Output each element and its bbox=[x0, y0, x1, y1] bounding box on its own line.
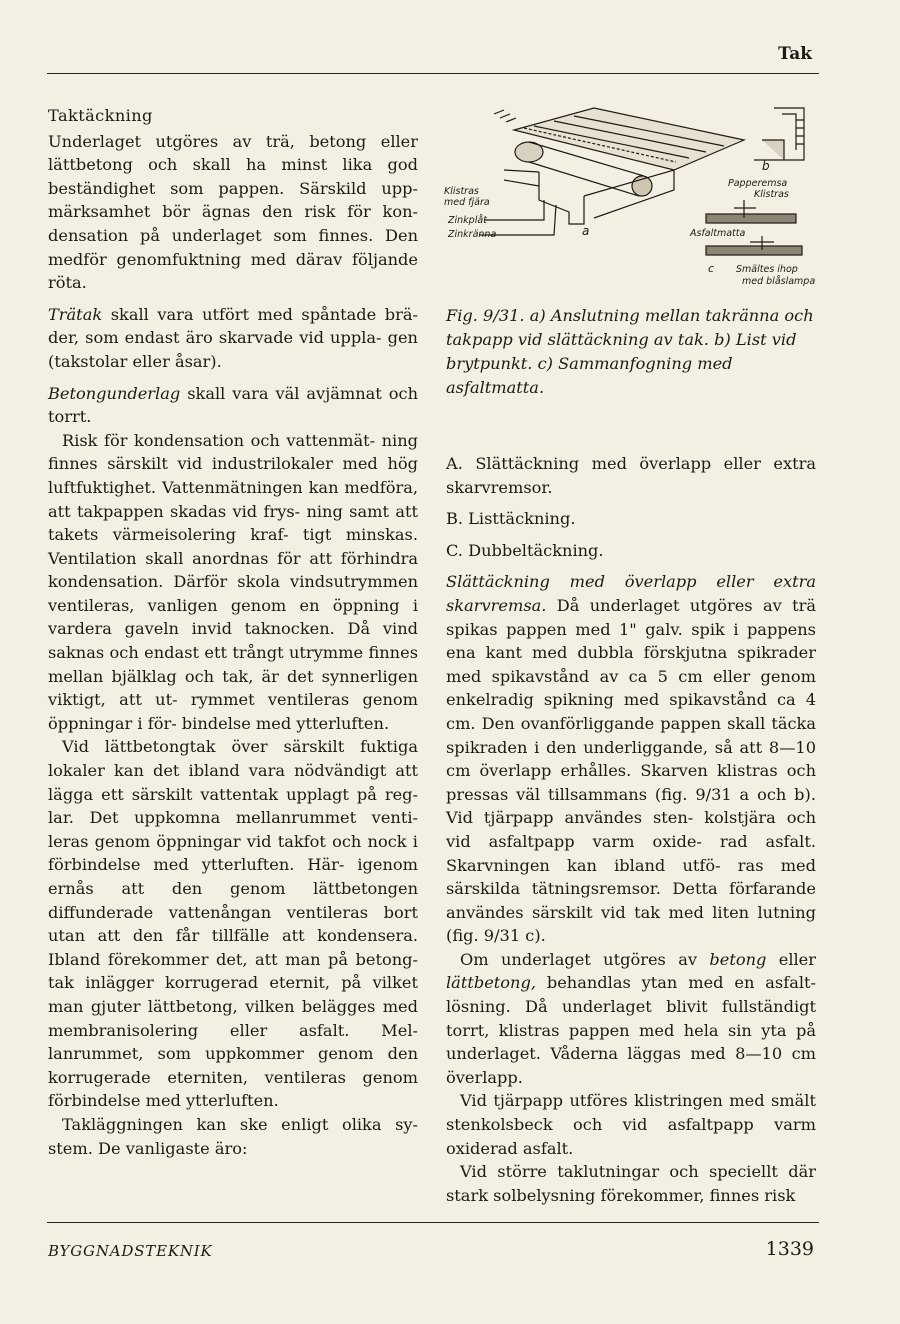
label-zinkranna: Zinkränna bbox=[448, 229, 497, 240]
left-column bbox=[48, 104, 418, 1160]
right-column bbox=[446, 452, 816, 1207]
betong-text: skall vara väl avjämnat och torrt. bbox=[48, 383, 418, 427]
figure-9-31 bbox=[444, 100, 820, 300]
label-klistras: Klistras bbox=[444, 186, 479, 197]
label-papperemsa: Papperemsa bbox=[728, 178, 788, 189]
label-zinkplat: Zinkplåt bbox=[448, 215, 487, 226]
label-b: b bbox=[762, 159, 770, 173]
paragraph-slattackning bbox=[446, 570, 816, 948]
figure-caption: Fig. 9/31. a) Anslutning mellan takränna och takpapp vid slättäckning av tak. b) List vid brytpunkt. c) Sammanfogning med asfaltmatta. bbox=[446, 306, 814, 397]
label-smaltes-ihop: Smältes ihop bbox=[736, 264, 798, 275]
slattackning-text: Då underlaget utgöres av trä spikas pappen med 1" galv. spik i pappens ena kant med dubbla förskjutna spikrader med spikavstånd av ca 5 cm eller genom enkelradig spikning med spikavstånd ca 4 cm. Den ovanförliggande pappen skall täcka spikraden i den underliggande, så att 8—10 cm överlapp erhålles. Skarven klistras och pressas väl tillsammans (fig. 9/31 a och b). Vid tjärpapp användes sten- kolstjära och vid asfaltpapp varm oxide- rad asfalt. Skarvningen kan ibland utfö- ras med särskilda tätningsremsor. Detta förfarande användes särskilt vid tak med liten lutning (fig. 9/31 c). bbox=[446, 595, 816, 946]
paragraph-tratak bbox=[48, 303, 418, 374]
label-c: c bbox=[708, 262, 715, 275]
paragraph-lattbetongtak: Vid lättbetongtak över särskilt fuktiga lokaler kan det ibland vara nödvändigt att lägga ett särskilt vattentak upplagt på reg- lar. Det uppkomna mellanrummet venti- leras genom öppningar vid takfot och nock i förbindelse med ytterluften. Här- igenom ernås att den genom lättbetongen diffunderade vattenångan ventileras bort utan att den får tillfälle att kondensera. Ibland förekommer det, att man på betong- tak inlägger korrugerad eternit, på vilket man gjuter lättbetong, vilken belägges med membranisolering eller asfalt. Mel- lanrummet, som uppkommer genom den korrugerade eterniten, ventileras genom förbindelse med ytterluften. bbox=[48, 737, 418, 1111]
term-lattbetong: lättbetong, bbox=[446, 973, 536, 993]
om-lead: Om underlaget utgöres av bbox=[460, 949, 710, 969]
system-list bbox=[446, 452, 816, 562]
page-number: 1339 bbox=[765, 1238, 814, 1260]
label-med-blaslampa: med blåslampa bbox=[742, 276, 816, 287]
paragraph-risk: Risk för kondensation och vattenmät- ning finnes särskilt vid industrilokaler med hög luftfuktighet. Vattenmätningen kan medföra, att takpappen skadas vid frys- ning samt att takets värmeisolering kraf- tigt minskas. Ventilation skall anordnas för att förhindra kondensation. Därför skola vindsutrymmen ventileras, vanligen genom en öppning i vardera gaveln invid taknocken. Då vind saknas och endast ett trångt utrymme finnes mellan bjälklag och tak, är det synnerligen viktigt, att ut- rymmet ventileras genom öppningar i för- bindelse med ytterluften. bbox=[48, 430, 418, 733]
label-med-fjara: med fjära bbox=[444, 197, 490, 208]
paragraph-storre-taklutningar: Vid större taklutningar och speciellt där stark solbelysning förekommer, finnes risk bbox=[446, 1162, 816, 1205]
term-slattackning: Slättäckning med överlapp eller extra skarvremsa. bbox=[446, 572, 816, 615]
paragraph-underlag: Underlaget utgöres av trä, betong eller lättbetong och skall ha minst lika god beständighet som pappen. Särskild upp- märksamhet bör ägnas den risk för kon- densation på underlaget som finnes. Den medför genomfuktning med därav följande röta. bbox=[48, 131, 418, 293]
header-rule bbox=[47, 73, 819, 74]
list-item: B. Listtäckning. bbox=[446, 509, 576, 529]
label-asfaltmatta: Asfaltmatta bbox=[690, 228, 746, 239]
paragraph-taklaggning: Takläggningen kan ske enligt olika sy- stem. De vanligaste äro: bbox=[48, 1114, 418, 1158]
om-rest: behandlas ytan med en asfalt- lösning. Då underlaget blivit fullständigt torrt, klistras pappen med hela sin yta på underlaget. Våderna läggas med 8—10 cm överlapp. bbox=[446, 973, 816, 1087]
footer-rule bbox=[47, 1222, 819, 1223]
term-tratak: Trätak bbox=[48, 304, 103, 324]
paragraph-betongunderlag bbox=[48, 382, 418, 429]
label-klistras-b: Klistras bbox=[754, 189, 789, 200]
list-item: A. Slättäckning med överlapp eller extra skarvremsor. bbox=[446, 454, 816, 497]
term-betongunderlag: Betongunderlag bbox=[48, 383, 181, 403]
figure-a-drawing bbox=[479, 108, 744, 235]
journal-name: BYGGNADSTEKNIK bbox=[48, 1242, 213, 1260]
term-betong: betong bbox=[709, 949, 767, 969]
tratak-text: skall vara utfört med spåntade brä- der, som endast äro skarvade vid uppla- gen (takstolar eller åsar). bbox=[48, 304, 418, 371]
section-heading: Taktäckning bbox=[48, 106, 153, 125]
paragraph-tjarpapp: Vid tjärpapp utföres klistringen med smält stenkolsbeck och vid asfaltpapp varm oxiderad asfalt. bbox=[446, 1091, 816, 1158]
figure-b-drawing bbox=[754, 108, 804, 160]
list-item: C. Dubbeltäckning. bbox=[446, 540, 604, 560]
label-a: a bbox=[582, 224, 590, 238]
running-header: Tak bbox=[778, 44, 812, 64]
paragraph-betong-lattbetong bbox=[446, 948, 816, 1090]
om-mid: eller bbox=[766, 949, 817, 969]
